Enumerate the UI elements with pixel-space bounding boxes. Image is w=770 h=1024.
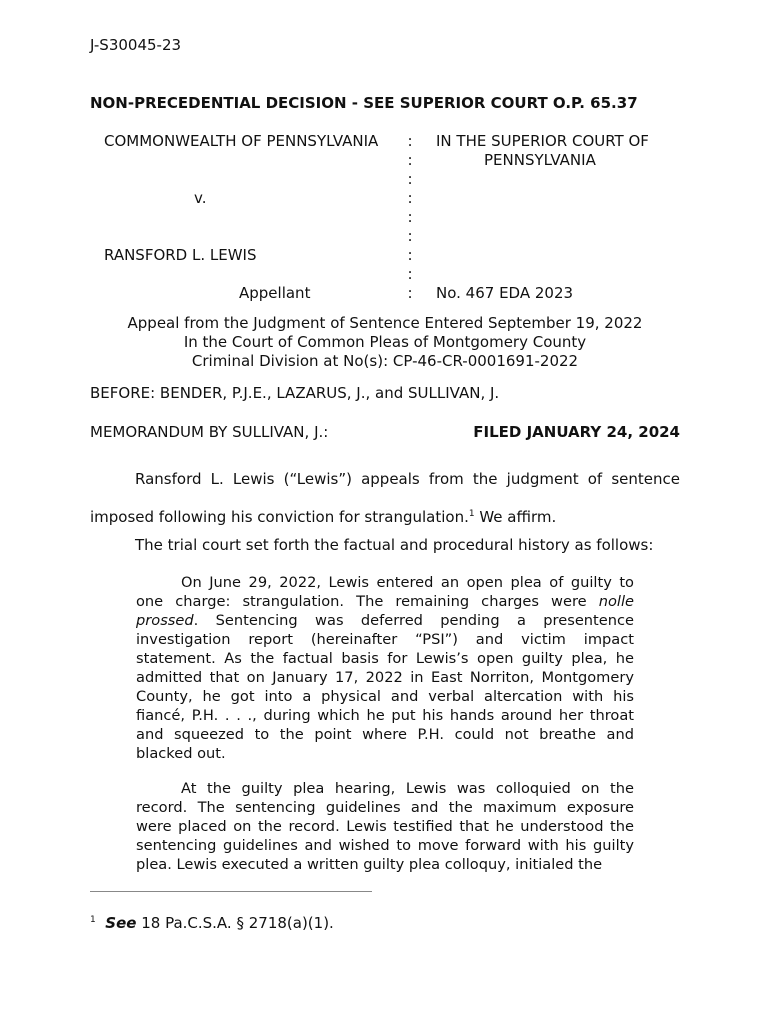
caption-colon: : (407, 265, 413, 283)
caption-colon: : (407, 132, 413, 150)
caption-colon: : (407, 151, 413, 169)
footnote (90, 914, 334, 932)
body-paragraph-1 (90, 460, 680, 536)
footnote-number: 1 (90, 915, 96, 925)
versus-label: v. (194, 189, 207, 207)
defendant-name: RANSFORD L. LEWIS (104, 246, 257, 264)
caption-colon: : (407, 189, 413, 207)
docket-number: J-S30045-23 (90, 36, 182, 54)
appeal-from-block (90, 314, 680, 371)
appellant-role: Appellant (239, 284, 311, 302)
footnote-reference: 1 (468, 509, 475, 519)
body-paragraph-2: The trial court set forth the factual and procedural history as follows: (135, 536, 654, 554)
body-text-tail: We affirm. (474, 508, 557, 526)
plaintiff-name: COMMONWEALTH OF PENNSYLVANIA (104, 132, 379, 150)
latin-term: nolle prossed (136, 593, 634, 629)
block-quote-paragraph-1 (136, 573, 634, 763)
non-precedential-notice: NON-PRECEDENTIAL DECISION - SEE SUPERIOR COURT O.P. 65.37 (90, 94, 638, 112)
citation-text: 18 Pa.C.S.A. § 2718(a)(1). (141, 914, 334, 932)
caption-colon: : (407, 208, 413, 226)
court-name-line1: IN THE SUPERIOR COURT OF (436, 132, 649, 150)
case-number: No. 467 EDA 2023 (436, 284, 574, 302)
caption-colon: : (407, 170, 413, 188)
citation-signal: See (105, 914, 137, 932)
caption-colon: : (407, 227, 413, 245)
appeal-court-line: In the Court of Common Pleas of Montgomery County (183, 333, 587, 351)
quote-text: On June 29, 2022, Lewis entered an open plea of guilty to one charge: strangulation. The remaining charges were (136, 574, 634, 610)
panel-before: BEFORE: BENDER, P.J.E., LAZARUS, J., and SULLIVAN, J. (90, 384, 500, 402)
caption-colon: : (407, 284, 413, 302)
appeal-division-line: Criminal Division at No(s): CP-46-CR-0001691-2022 (191, 352, 579, 370)
memorandum-author: MEMORANDUM BY SULLIVAN, J.: (90, 423, 329, 441)
footnote-divider (90, 891, 372, 892)
appeal-from-line: Appeal from the Judgment of Sentence Entered September 19, 2022 (127, 314, 643, 332)
court-name-line2: PENNSYLVANIA (484, 151, 596, 169)
body-text: Ransford L. Lewis (“Lewis”) appeals from the judgment of sentence imposed following his conviction for strangulation. (90, 470, 680, 526)
caption-colon: : (407, 246, 413, 264)
block-quote-paragraph-2: At the guilty plea hearing, Lewis was colloquied on the record. The sentencing guidelines and the maximum exposure were placed on the record. Lewis testified that he understood the sentencing guidelines and wished to move forward with his guilty plea. Lewis executed a written guilty plea colloquy, initialed the (136, 780, 634, 873)
filed-date: FILED JANUARY 24, 2024 (473, 423, 680, 441)
quote-text: . Sentencing was deferred pending a presentence investigation report (hereinafter “PSI”) and victim impact statement. As the factual basis for Lewis’s open guilty plea, he admitted that on January 17, 2022 in East Norriton, Montgomery County, he got into a physical and verbal altercation with his fiancé, P.H. . . ., during which he put his hands around her throat and squeezed to the point where P.H. could not breathe and blacked out. (136, 612, 634, 762)
